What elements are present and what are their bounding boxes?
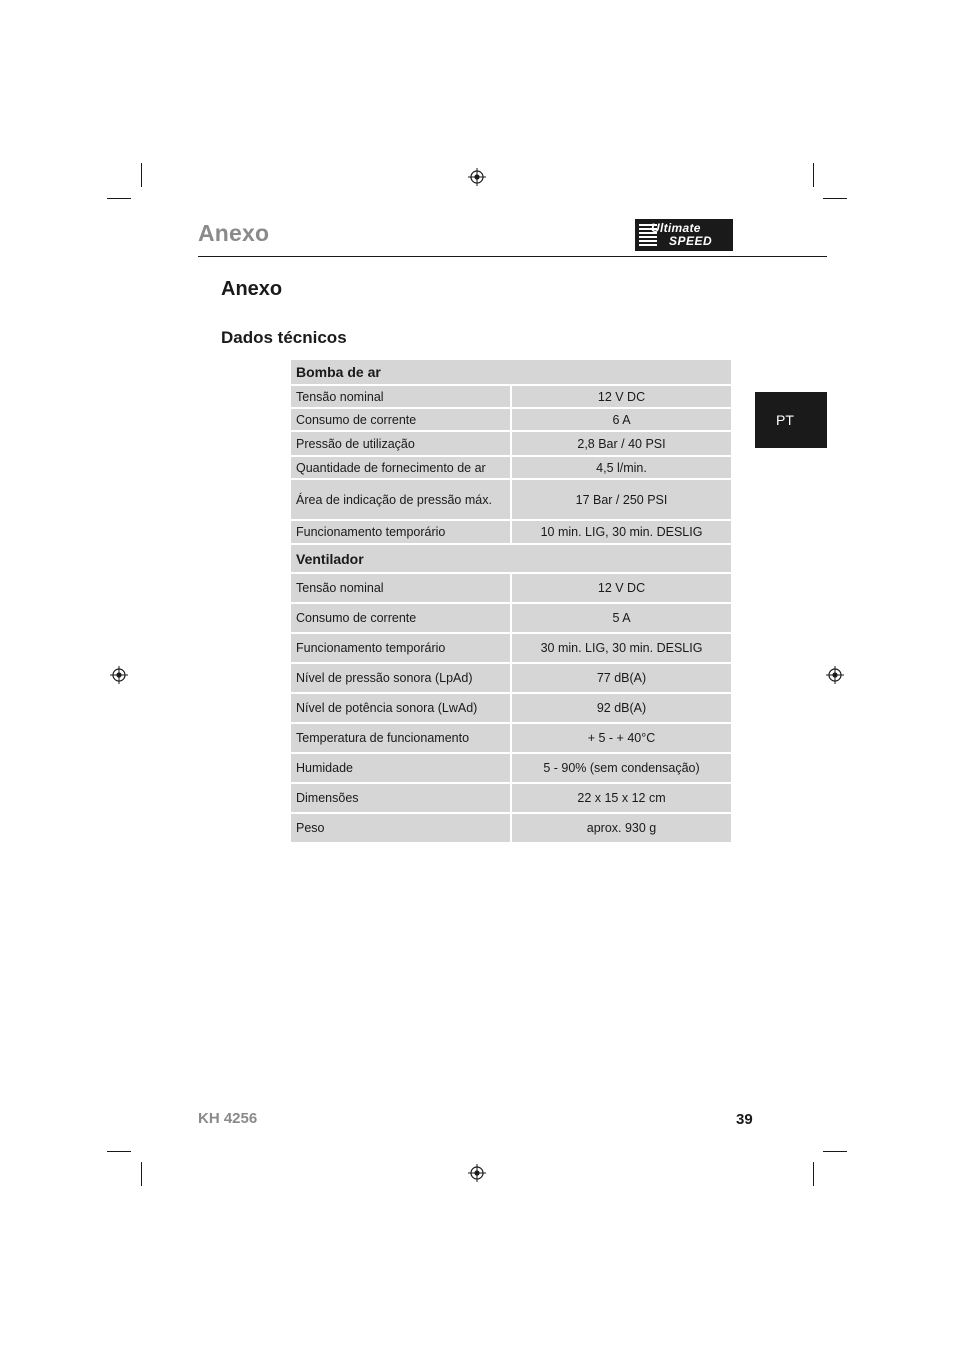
language-tab-label: PT: [776, 412, 794, 428]
crop-mark: [823, 198, 847, 199]
table-row: [291, 431, 731, 456]
spec-label: Pressão de utilização: [291, 431, 511, 456]
brand-logo: [635, 219, 733, 251]
spec-label: Área de indicação de pressão máx.: [291, 479, 511, 520]
table-row: [291, 385, 731, 408]
section-title: Ventilador: [291, 544, 731, 573]
spec-value: 77 dB(A): [511, 663, 731, 693]
registration-mark-icon: [110, 666, 128, 684]
spec-value: 30 min. LIG, 30 min. DESLIG: [511, 633, 731, 663]
spec-value: 2,8 Bar / 40 PSI: [511, 431, 731, 456]
spec-value: 6 A: [511, 408, 731, 431]
spec-value: 4,5 l/min.: [511, 456, 731, 479]
table-row: [291, 693, 731, 723]
table-row: [291, 783, 731, 813]
crop-mark: [823, 1151, 847, 1152]
spec-value: 12 V DC: [511, 385, 731, 408]
page-number: 39: [736, 1111, 753, 1128]
crop-mark: [107, 198, 131, 199]
spec-label: Consumo de corrente: [291, 603, 511, 633]
table-section-row: [291, 360, 731, 385]
logo-line-1: Ultimate: [651, 221, 701, 235]
table-row: [291, 603, 731, 633]
spec-label: Nível de potência sonora (LwAd): [291, 693, 511, 723]
spec-value: + 5 - + 40°C: [511, 723, 731, 753]
table-row: [291, 663, 731, 693]
spec-label: Funcionamento temporário: [291, 520, 511, 544]
spec-label: Tensão nominal: [291, 385, 511, 408]
spec-value: 10 min. LIG, 30 min. DESLIG: [511, 520, 731, 544]
table-row: [291, 520, 731, 544]
registration-mark-icon: [468, 1164, 486, 1182]
table-row: [291, 479, 731, 520]
registration-mark-icon: [468, 168, 486, 186]
crop-mark: [141, 163, 142, 187]
spec-label: Humidade: [291, 753, 511, 783]
spec-label: Tensão nominal: [291, 573, 511, 603]
spec-value: 22 x 15 x 12 cm: [511, 783, 731, 813]
crop-mark: [813, 163, 814, 187]
spec-value: 5 A: [511, 603, 731, 633]
language-tab: [755, 392, 827, 448]
spec-label: Temperatura de funcionamento: [291, 723, 511, 753]
crop-mark: [141, 1162, 142, 1186]
table-row: [291, 723, 731, 753]
spec-value: aprox. 930 g: [511, 813, 731, 842]
crop-mark: [813, 1162, 814, 1186]
registration-mark-icon: [826, 666, 844, 684]
spec-value: 5 - 90% (sem condensação): [511, 753, 731, 783]
spec-value: 12 V DC: [511, 573, 731, 603]
spec-label: Dimensões: [291, 783, 511, 813]
table-section-row: [291, 544, 731, 573]
spec-label: Consumo de corrente: [291, 408, 511, 431]
table-row: [291, 753, 731, 783]
page-heading: Anexo: [221, 278, 283, 300]
table-row: [291, 633, 731, 663]
section-heading: Dados técnicos: [221, 328, 347, 347]
table-row: [291, 456, 731, 479]
section-title: Bomba de ar: [291, 360, 731, 385]
spec-label: Nível de pressão sonora (LpAd): [291, 663, 511, 693]
header-divider: [198, 256, 827, 257]
specs-table: [291, 360, 731, 842]
logo-line-2: SPEED: [669, 234, 713, 248]
header-title: Anexo: [198, 220, 270, 246]
spec-label: Quantidade de fornecimento de ar: [291, 456, 511, 479]
footer-model-number: KH 4256: [198, 1110, 258, 1127]
table-row: [291, 573, 731, 603]
table-row: [291, 408, 731, 431]
crop-mark: [107, 1151, 131, 1152]
spec-label: Funcionamento temporário: [291, 633, 511, 663]
spec-value: 17 Bar / 250 PSI: [511, 479, 731, 520]
table-row: [291, 813, 731, 842]
spec-label: Peso: [291, 813, 511, 842]
spec-value: 92 dB(A): [511, 693, 731, 723]
